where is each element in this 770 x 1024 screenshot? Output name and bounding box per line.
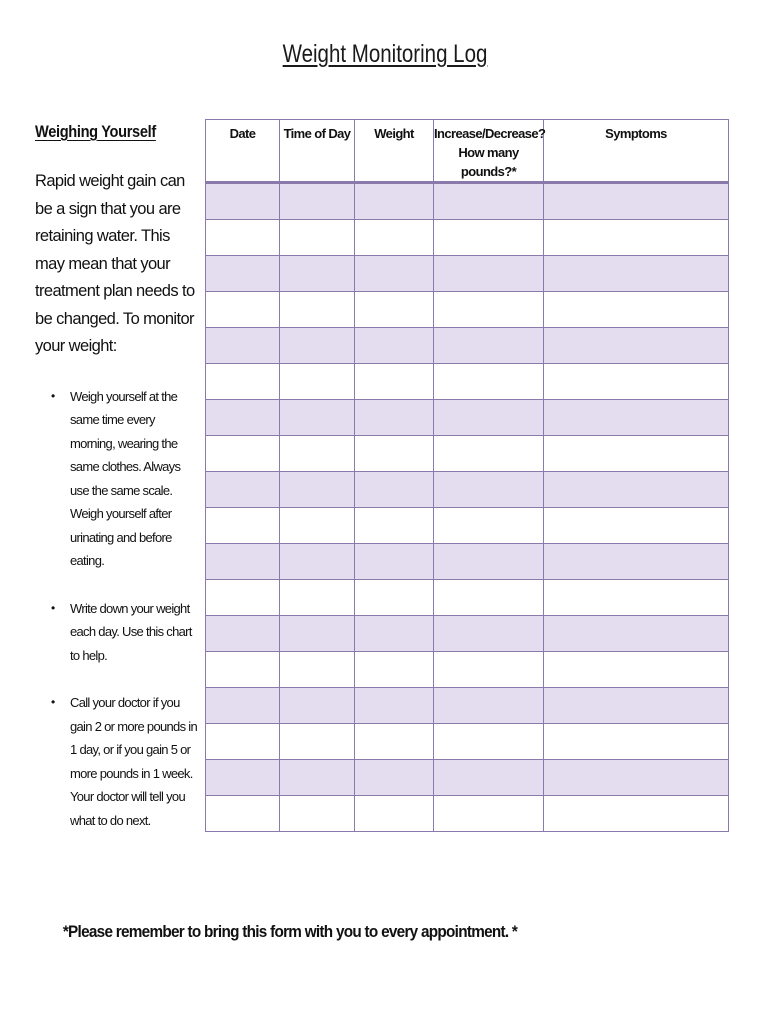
cell-date[interactable]: [206, 544, 280, 580]
column-header-change: [434, 120, 544, 183]
column-header-time-of-day: Time of Day: [280, 120, 355, 183]
cell-weight[interactable]: [355, 544, 434, 580]
table-row: [206, 436, 729, 472]
instruction-item: [35, 691, 198, 832]
cell-date[interactable]: [206, 580, 280, 616]
cell-time-of-day[interactable]: [280, 328, 355, 364]
cell-date[interactable]: [206, 256, 280, 292]
cell-weight[interactable]: [355, 400, 434, 436]
cell-weight[interactable]: [355, 256, 434, 292]
cell-weight[interactable]: [355, 688, 434, 724]
cell-change[interactable]: [434, 688, 544, 724]
cell-change[interactable]: [434, 220, 544, 256]
change-header-line-2: How many pounds?*: [458, 145, 519, 179]
table-row: [206, 616, 729, 652]
bullet-icon: •: [51, 600, 55, 615]
cell-date[interactable]: [206, 688, 280, 724]
table-row: [206, 364, 729, 400]
cell-change[interactable]: [434, 436, 544, 472]
table-header-row: [206, 120, 729, 183]
cell-weight[interactable]: [355, 760, 434, 796]
cell-time-of-day[interactable]: [280, 256, 355, 292]
cell-date[interactable]: [206, 364, 280, 400]
cell-time-of-day[interactable]: [280, 724, 355, 760]
cell-date[interactable]: [206, 472, 280, 508]
cell-weight[interactable]: [355, 652, 434, 688]
cell-date[interactable]: [206, 616, 280, 652]
column-header-weight: Weight: [355, 120, 434, 183]
cell-time-of-day[interactable]: [280, 508, 355, 544]
cell-change[interactable]: [434, 256, 544, 292]
instruction-text: Call your doctor if you gain 2 or more pounds in 1 day, or if you gain 5 or more pounds in 1 week. Your doctor will tell you what to do next.: [70, 695, 198, 828]
cell-time-of-day[interactable]: [280, 688, 355, 724]
cell-time-of-day[interactable]: [280, 616, 355, 652]
sidebar-heading: Weighing Yourself: [35, 122, 156, 141]
cell-change[interactable]: [434, 400, 544, 436]
cell-symptoms[interactable]: [544, 760, 729, 796]
cell-change[interactable]: [434, 364, 544, 400]
cell-change[interactable]: [434, 472, 544, 508]
table-row: [206, 472, 729, 508]
cell-symptoms[interactable]: [544, 328, 729, 364]
cell-symptoms[interactable]: [544, 796, 729, 832]
table-row: [206, 580, 729, 616]
cell-date[interactable]: [206, 220, 280, 256]
cell-date[interactable]: [206, 652, 280, 688]
cell-time-of-day[interactable]: [280, 544, 355, 580]
bullet-icon: •: [51, 695, 55, 709]
footer-reminder: *Please remember to bring this form with you to every appointment. *: [62, 922, 518, 941]
cell-symptoms[interactable]: [544, 256, 729, 292]
table-row: [206, 796, 729, 832]
cell-weight[interactable]: [355, 616, 434, 652]
bullet-icon: •: [51, 388, 55, 403]
instruction-text: Weigh yourself at the same time every morning, wearing the same clothes. Always use the same scale. Weigh yourself after urinating and before eating.: [70, 388, 181, 568]
column-header-date: Date: [206, 120, 280, 183]
cell-symptoms[interactable]: [544, 580, 729, 616]
cell-time-of-day[interactable]: [280, 220, 355, 256]
instruction-list: [35, 385, 203, 833]
cell-time-of-day[interactable]: [280, 292, 355, 328]
cell-change[interactable]: [434, 616, 544, 652]
cell-weight[interactable]: [355, 724, 434, 760]
cell-change[interactable]: [434, 796, 544, 832]
table-body: [206, 183, 729, 832]
table-row: [206, 328, 729, 364]
instructions-sidebar: [35, 122, 203, 856]
table-row: [206, 256, 729, 292]
table-row: [206, 544, 729, 580]
cell-time-of-day[interactable]: [280, 796, 355, 832]
instruction-item: [35, 385, 198, 573]
cell-symptoms[interactable]: [544, 220, 729, 256]
column-header-symptoms: Symptoms: [544, 120, 729, 183]
weight-log-table: [205, 119, 729, 832]
cell-weight[interactable]: [355, 472, 434, 508]
cell-symptoms[interactable]: [544, 472, 729, 508]
instruction-text: Write down your weight each day. Use this chart to help.: [70, 600, 192, 663]
table-row: [206, 760, 729, 796]
cell-time-of-day[interactable]: [280, 652, 355, 688]
cell-date[interactable]: [206, 292, 280, 328]
cell-weight[interactable]: [355, 796, 434, 832]
table-row: [206, 183, 729, 220]
cell-weight[interactable]: [355, 580, 434, 616]
cell-symptoms[interactable]: [544, 688, 729, 724]
table-row: [206, 508, 729, 544]
table-row: [206, 292, 729, 328]
cell-weight[interactable]: [355, 364, 434, 400]
cell-weight[interactable]: [355, 436, 434, 472]
cell-symptoms[interactable]: [544, 544, 729, 580]
cell-change[interactable]: [434, 328, 544, 364]
cell-symptoms[interactable]: [544, 400, 729, 436]
cell-time-of-day[interactable]: [280, 436, 355, 472]
cell-date[interactable]: [206, 400, 280, 436]
cell-change[interactable]: [434, 183, 544, 220]
table-row: [206, 652, 729, 688]
cell-time-of-day[interactable]: [280, 183, 355, 220]
cell-time-of-day[interactable]: [280, 400, 355, 436]
cell-symptoms[interactable]: [544, 292, 729, 328]
cell-date[interactable]: [206, 436, 280, 472]
change-header-line-1: Increase/Decrease?: [434, 126, 546, 141]
cell-weight[interactable]: [355, 183, 434, 220]
table-row: [206, 400, 729, 436]
instruction-item: [35, 597, 198, 668]
cell-symptoms[interactable]: [544, 652, 729, 688]
cell-weight[interactable]: [355, 328, 434, 364]
cell-weight[interactable]: [355, 220, 434, 256]
cell-symptoms[interactable]: [544, 436, 729, 472]
cell-change[interactable]: [434, 508, 544, 544]
cell-weight[interactable]: [355, 508, 434, 544]
cell-symptoms[interactable]: [544, 183, 729, 220]
cell-change[interactable]: [434, 652, 544, 688]
cell-date[interactable]: [206, 724, 280, 760]
cell-symptoms[interactable]: [544, 724, 729, 760]
cell-time-of-day[interactable]: [280, 760, 355, 796]
cell-symptoms[interactable]: [544, 364, 729, 400]
cell-time-of-day[interactable]: [280, 364, 355, 400]
cell-time-of-day[interactable]: [280, 472, 355, 508]
cell-date[interactable]: [206, 796, 280, 832]
cell-change[interactable]: [434, 544, 544, 580]
cell-weight[interactable]: [355, 292, 434, 328]
cell-change[interactable]: [434, 292, 544, 328]
cell-date[interactable]: [206, 760, 280, 796]
table-row: [206, 688, 729, 724]
intro-paragraph: Rapid weight gain can be a sign that you are retaining water. This may mean that your treatment plan needs to be changed. To monitor your weight:: [35, 172, 195, 355]
table-row: [206, 220, 729, 256]
cell-time-of-day[interactable]: [280, 580, 355, 616]
page-title: Weight Monitoring Log: [282, 40, 488, 68]
cell-symptoms[interactable]: [544, 508, 729, 544]
cell-symptoms[interactable]: [544, 616, 729, 652]
cell-change[interactable]: [434, 580, 544, 616]
table-row: [206, 724, 729, 760]
cell-date[interactable]: [206, 508, 280, 544]
cell-date[interactable]: [206, 328, 280, 364]
cell-change[interactable]: [434, 760, 544, 796]
cell-change[interactable]: [434, 724, 544, 760]
cell-date[interactable]: [206, 183, 280, 220]
